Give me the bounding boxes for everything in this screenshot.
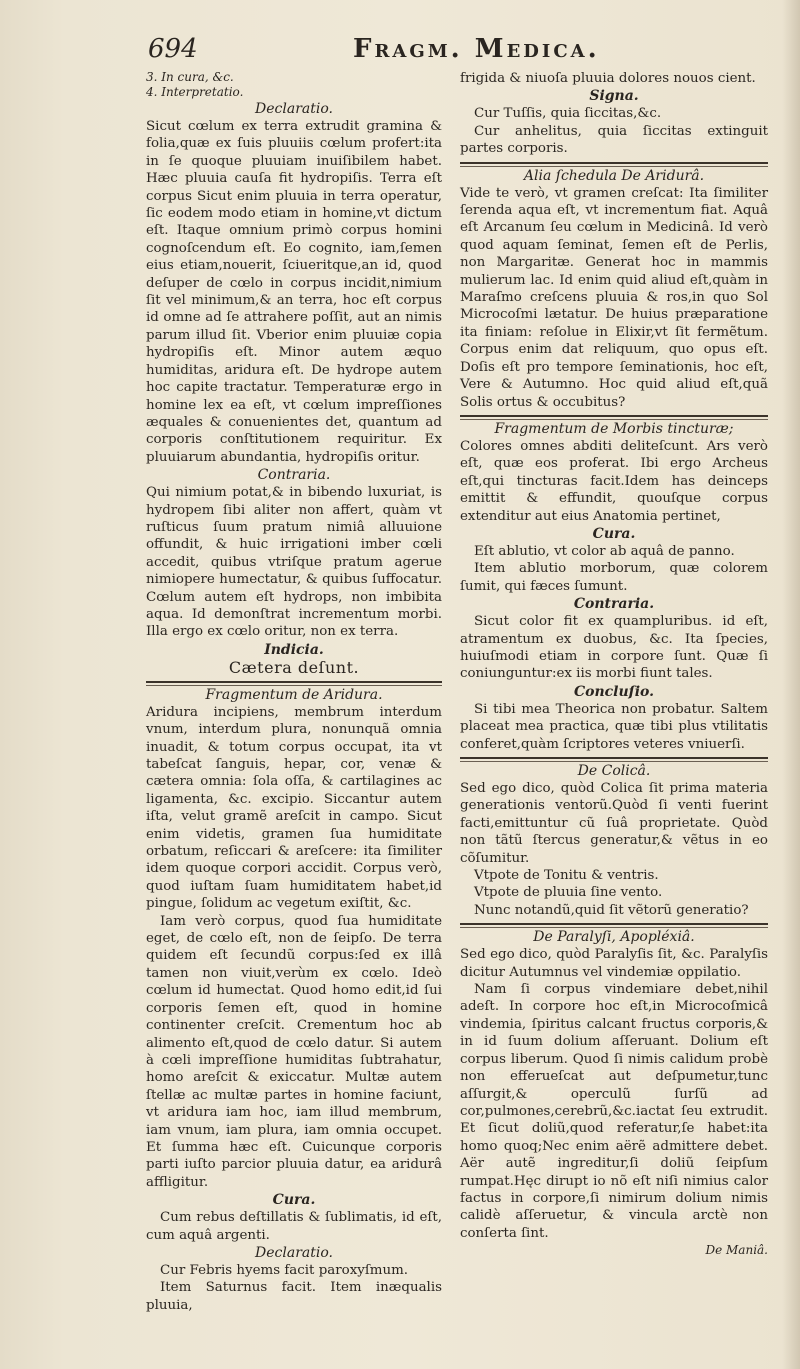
paragraph: Eſt ablutio, vt color ab aquâ de panno.	[474, 543, 735, 559]
list-item: 4. Interpretatio.	[146, 85, 244, 99]
divider	[460, 757, 768, 759]
right-column	[460, 70, 768, 1260]
page-number: 694	[148, 34, 198, 64]
paragraph: Vtpote de Tonitu & ventris.	[474, 868, 659, 884]
divider	[460, 923, 768, 925]
section-heading: Declaratio.	[255, 1244, 333, 1261]
divider	[146, 681, 442, 683]
section-heading: Fragmentum de Morbis tincturæ;	[494, 420, 734, 437]
paragraph: Colores omnes abditi deliteſcunt. Ars verò eſt, quæ eos proferat. Ibi ergo Archeus eſt,qui tincturas facit.Idem has deinceps emittit & effundit, quouſque corpus extenditur aut eius Anatomia pertinet,	[460, 438, 768, 524]
divider	[460, 415, 768, 417]
paragraph: Sed ego dico, quòd Colica ſit prima materia generationis ventorũ.Quòd ſi venti fuerint facti,emittuntur cũ ſuâ proprietate. Quòd non tãtũ ſtercus generatur,& vẽtus in eo cõſumitur.	[460, 781, 768, 866]
section-heading: De Colicâ.	[577, 763, 651, 779]
section-heading: Cura.	[272, 1192, 316, 1209]
paragraph: Nam ſi corpus vindemiare debet,nihil adeſt. In corpore hoc eſt,in Microcoſmicâ vindemia, ſpiritus calcant fructus corporis,& in id ſuum dolium aſſeruant. Dolium eſt corpus liberum. Quod ſi nimis calidum probè non efferueſcat aut deſpumetur,tunc aſſurgit,& operculũ ſurſũ ad cor,pulmones,cerebrũ,&c.iactat ſeu extrudit. Et ſicut doliũ,quod referatur,ſe habet:ita homo quoq;Nec enim aërẽ admittere debet. Aër autẽ ingreditur,ſi doliũ ſeipſum rumpat.Hęc dirupt io nõ eſt niſi nimius calor factus in corpore,ſi nimirum dolium nimis calidè aſſeruetur, & vincula arctè non conſerta ſint.	[460, 982, 768, 1241]
paragraph: Item Saturnus facit. Item inæqualis pluuia,	[146, 1280, 442, 1313]
section-heading: Contraria.	[573, 596, 655, 613]
paragraph: Vide te verò, vt gramen creſcat: Ita ſimiliter ſerenda aqua eſt, vt incrementum fiat. Aquâ eſt Arcanum ſeu cœlum in Medicinâ. Id verò quod aquam ſeminat, ſemen eſt de Perlis, non Margaritæ. Generat hoc in mammis mulierum lac. Id enim quid aliud eſt,quàm in Maraſmo creſcens pluuia & ros,in quo Sol Microcoſmi lætatur. De huius præparatione ita finiam: reſolue in Elixir,vt ſit fermẽtum. Corpus enim dat reliquum, quo opus eſt. Doſis eſt pro tempore ſeminationis, hoc eſt, Vere & Autumno. Hoc quid aliud eſt,quã Solis ortus & occubitus?	[460, 185, 768, 410]
paragraph: Nunc notandũ,quid ſit vẽtorũ generatio?	[474, 902, 749, 918]
paragraph: Sicut cœlum ex terra extrudit gramina & folia,quæ ex ſuis pluuiis cœlum profert:ita in ſe quoque pluuiam inuiſibilem habet. Hæc pluuia cauſa fit hydropiſis. Terra eſt corpus Sicut enim pluuia in terra operatur, ſic eodem modo etiam in homine,vt dictum eſt. Itaque omnium primò corpus homini cognoſcendum eſt. Eo cognito, iam,ſemen eius etiam,nouerit, ſciueritque,an id, quod deſuper de cœlo in corpus incidit,nimium ſit vel minimum,& an terra, hoc eſt corpus id omne ad ſe attrahere poſſit, aut an nimis parum illud ſit. Vberior enim pluuiæ copia hydropiſis eſt. Minor autem æquo humiditas, aridura eſt. De hydrope autem hoc capite tractatur. Temperaturæ ergo in homine lex ea eſt, vt cœlum impreſſiones æquales & conuenientes det, quantum ad corporis conſtitutionem requiritur. Ex pluuiarum abundantia, hydropiſis oritur.	[146, 119, 442, 465]
section-heading: Contraria.	[257, 467, 331, 484]
paragraph: Cur anhelitus, quia ſiccitas extinguit partes corporis.	[460, 123, 768, 157]
section-heading: Concluſio.	[574, 683, 654, 700]
paragraph: Vtpote de pluuia ſine vento.	[474, 885, 663, 901]
paragraph: Qui nimium potat,& in bibendo luxuriat, is hydropem ſibi aliter non affert, quàm vt ruſticus ſuum pratum nimiâ alluuione offundit, & huic irrigationi imber cœli accedit, quibus vtriſque pratum agerue nimiopere humectatur, & quibus ſuffocatur. Cœlum autem eſt hydrops, non imbibita aqua. Id demonſtrat incrementum morbi. Illa ergo ex cœlo oritur, non ex terra.	[146, 485, 442, 640]
paragraph: Sicut color fit ex quampluribus. id eſt, atramentum ex duobus, &c. Ita ſpecies, huiuſmodi etiam in corpore ſunt. Quæ ſi coniunguntur:ex iis morbi fiunt tales.	[460, 614, 768, 682]
paragraph: Cum rebus deſtillatis & ſublimatis, id eſt, cum aquâ argenti.	[146, 1210, 442, 1243]
section-heading: Declaratio.	[255, 101, 333, 117]
section-heading: Signa.	[589, 88, 639, 105]
page-gutter-shadow	[782, 0, 800, 1369]
paragraph: Si tibi mea Theorica non probatur. Saltem placeat mea practica, quæ tibi plus vtilitatis conferet,quàm ſcriptores veteres vniuerſi.	[460, 701, 768, 752]
paragraph: Sed ego dico, quòd Paralyſis ſit, &c. Paralyſis dicitur Autumnus vel vindemiæ oppilatio.	[460, 947, 768, 980]
paragraph: frigida & niuoſa pluuia dolores nouos cient.	[460, 71, 756, 86]
paragraph: Item ablutio morborum, quæ colorem ſumit, qui fæces ſumunt.	[460, 561, 768, 594]
paragraph: Iam verò corpus, quod ſua humiditate eget, de cœlo eſt, non de ſeipſo. De terra quidem eſt ſecundũ corpus:ſed ex illâ tamen non viuit,verùm ex cœlo. Ideò cœlum id humectat. Quod homo edit,id ſui corporis ſemen eſt, quod in homine continenter creſcit. Crementum hoc ab alimento eſt,quod de cœlo datur. Si autem à cœli impreſſione humiditas ſubtrahatur, homo areſcit & exiccatur. Multæ autem ſtellæ ac multæ partes in homine faciunt, vt aridura iam hoc, iam illud membrum, iam vnum, iam plura, iam omnia occupet. Et ſumma hæc eſt. Cuicunque corporis parti iuſto parcior pluuia datur, ea aridurâ affligitur.	[146, 913, 442, 1190]
paragraph: Cur Tuſſis, quia ſiccitas,&c.	[474, 106, 662, 122]
section-heading: Cura.	[592, 525, 636, 542]
section-heading: Fragmentum de Aridura.	[205, 686, 383, 703]
catchword: De Maniâ.	[705, 1243, 768, 1258]
left-column	[146, 70, 442, 1314]
divider	[460, 162, 768, 164]
list-item: 3. In cura, &c.	[146, 70, 234, 84]
section-heading: Cætera deſunt.	[228, 657, 360, 677]
page-header	[148, 34, 768, 70]
section-heading: Indicia.	[264, 641, 324, 658]
section-heading: Alia ſchedula De Aridurâ.	[523, 167, 705, 184]
running-title: Fragm. Medica.	[353, 34, 600, 64]
section-heading: De Paralyſi, Apopléxiâ.	[533, 929, 695, 946]
paragraph: Aridura incipiens, membrum interdum vnum, interdum plura, nonunquã omnia inuadit, & totum corpus occupat, ita vt tabeſcat ſanguis, hepar, cor, venæ & cætera omnia: ſola oſſa, & cartilagines ac ligamenta, &c. excipio. Siccantur autem iſta, velut gramẽ areſcit in campo. Sicut enim videtis, gramen ſua humiditate orbatum, reſiccari & areſcere: ita ſimiliter idem quoque corpori accidit. Corpus verò, quod iuſtam ſuam humiditatem habet,id pingue, ſolidum ac vegetum exiſtit, &c.	[146, 704, 442, 912]
paragraph: Cur Febris hyems facit paroxyſmum.	[160, 1262, 409, 1278]
